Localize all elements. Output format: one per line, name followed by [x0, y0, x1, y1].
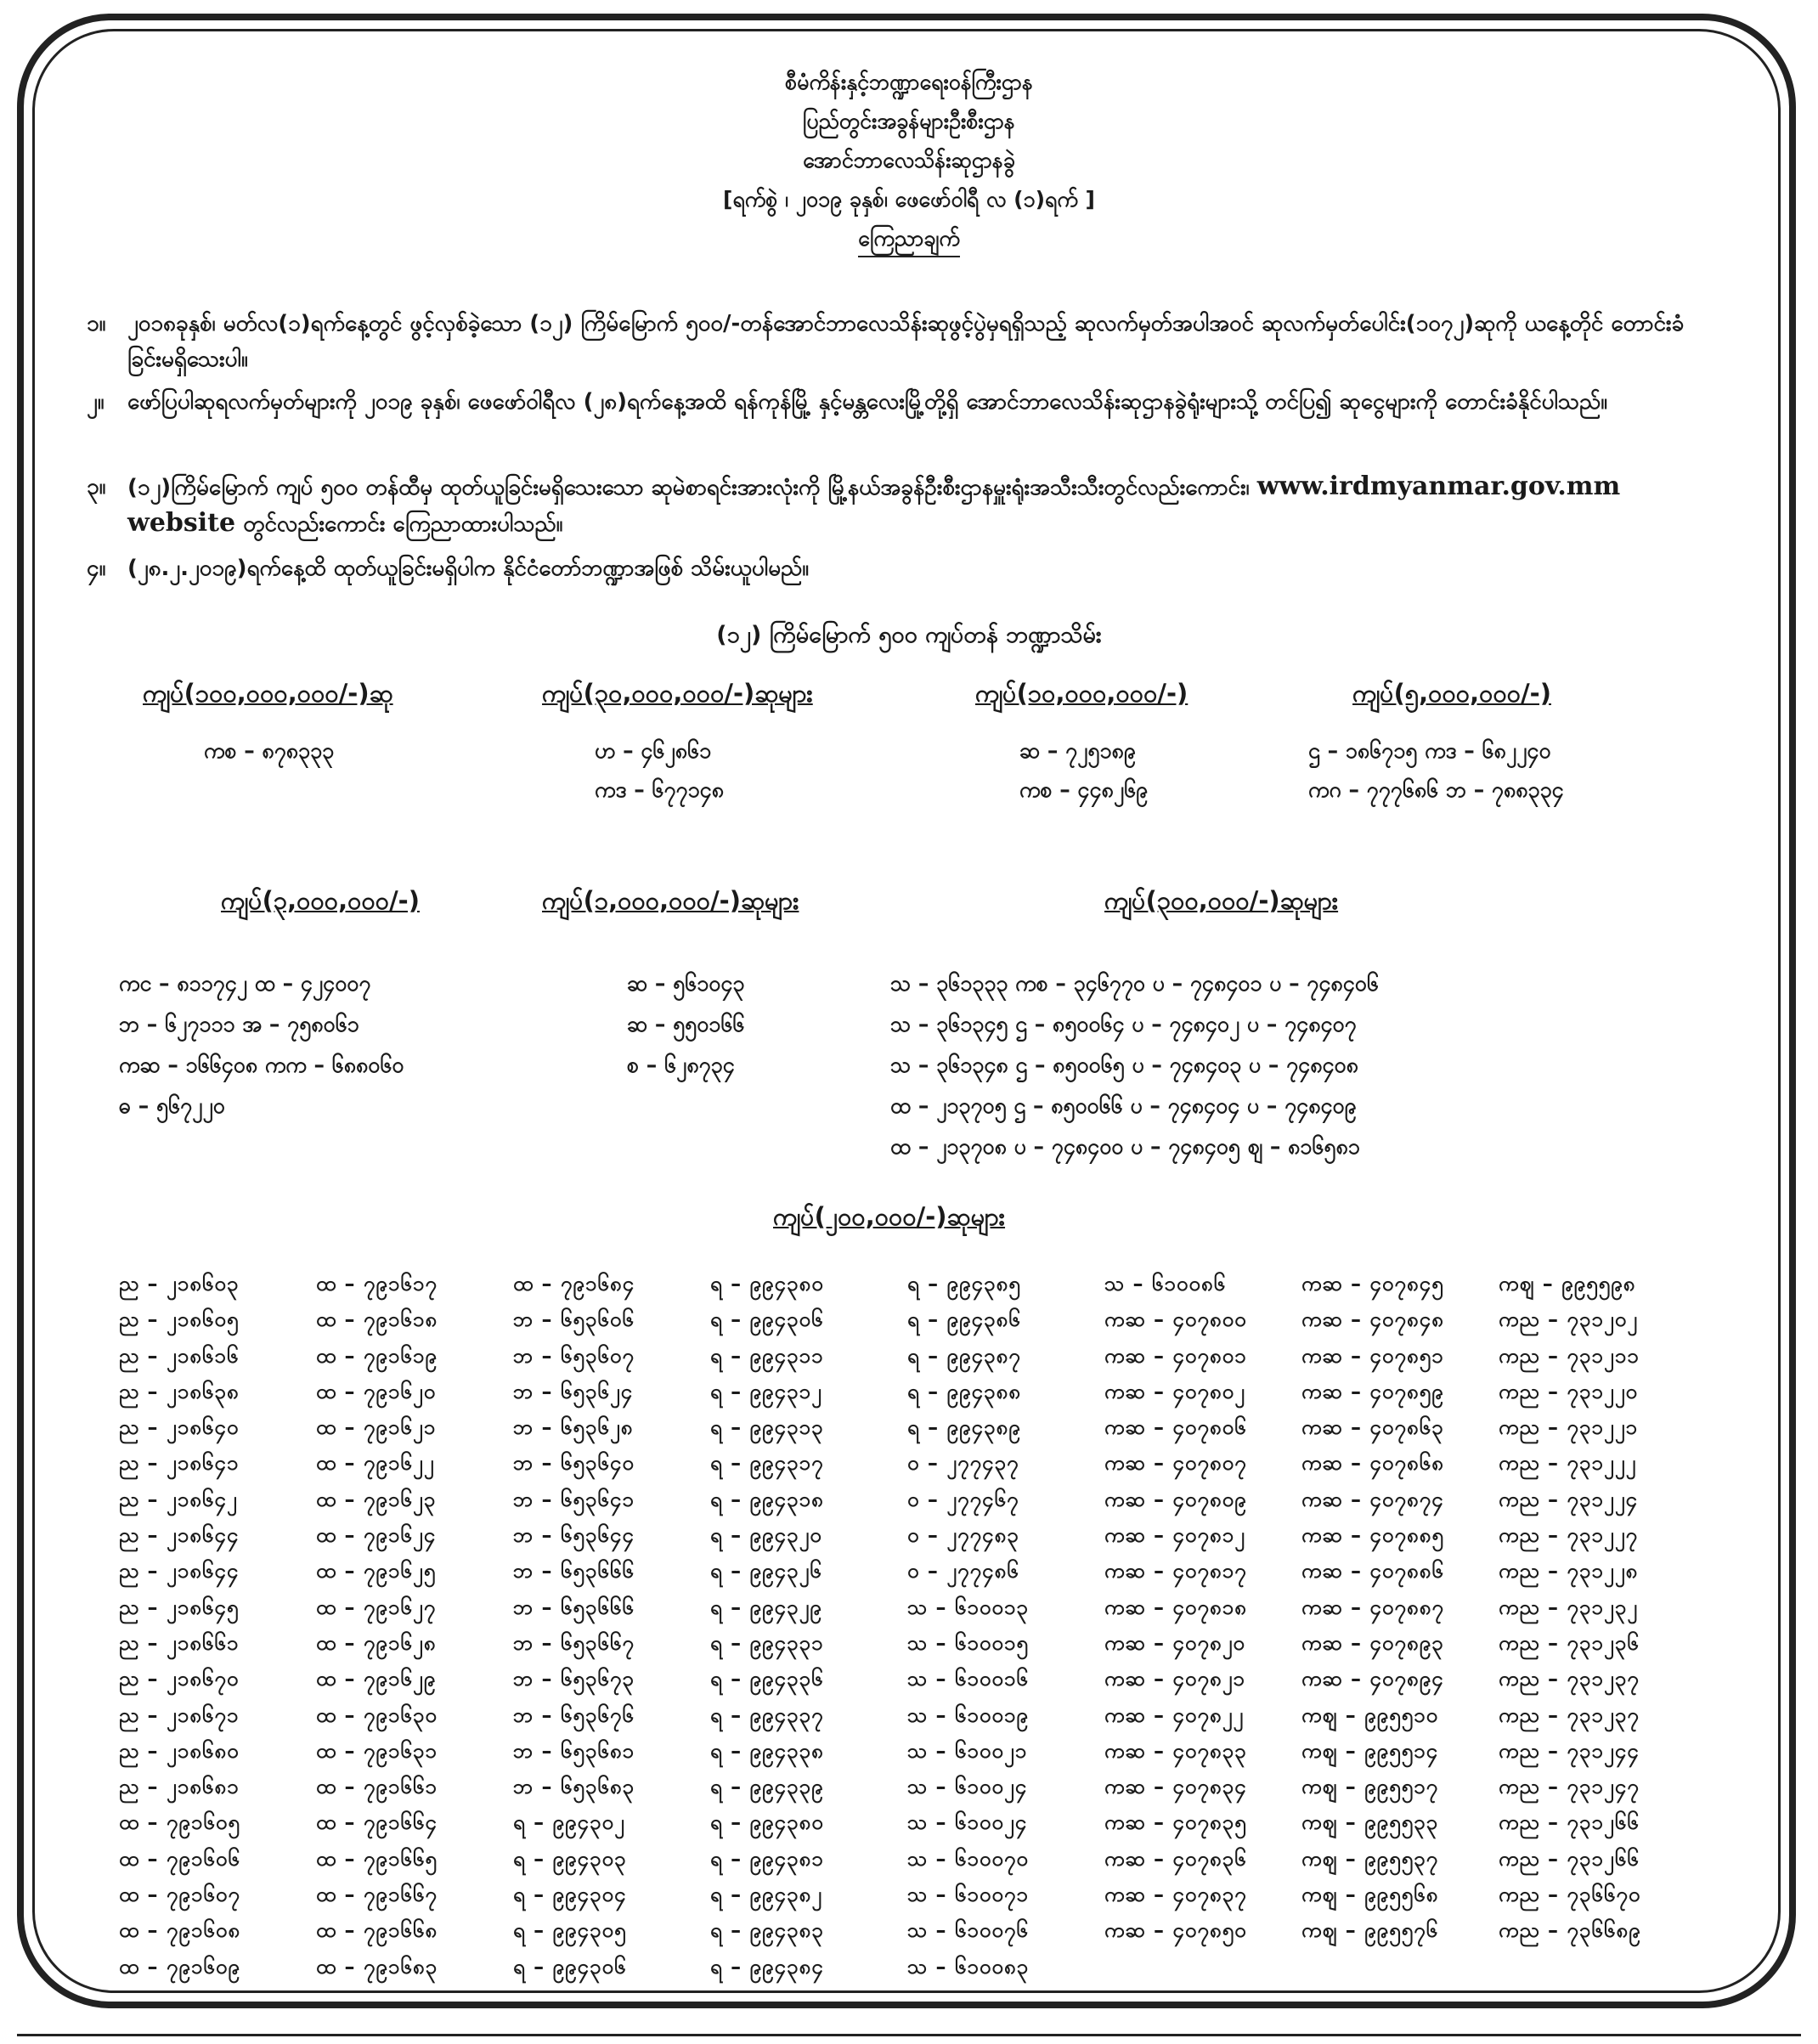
grid-row [119, 1517, 1699, 1553]
grid-cell: သ – ၆၁၀၀၈၃ [907, 1954, 1030, 1979]
grid-cell: ထ – ၇၉၁၆၆၄ [316, 1810, 438, 1835]
grid-cell: ကဆ – ၄၀၇၈၀၇ [1104, 1451, 1247, 1476]
grid-cell: သ – ၆၁၀၀၁၆ [907, 1667, 1029, 1691]
grid-cell: ဘ – ၆၅၃၆၇၃ [513, 1667, 635, 1691]
bottom-rule [17, 2034, 1801, 2036]
grid-cell: ထ – ၇၉၁၆၆၅ [316, 1846, 438, 1871]
prize-row: ဘ – ၆၂၇၁၁၁ အ – ၇၅၈၀၆၁ [119, 1012, 359, 1036]
grid-cell: ကဆ – ၄၀၇၈၈၆ [1301, 1559, 1444, 1584]
grid-cell: ကည – ၇၃၁၂၄၄ [1499, 1738, 1640, 1763]
grid-cell: ရ – ၉၉၄၃၃၆ [710, 1667, 824, 1691]
grid-row [119, 1266, 1699, 1301]
grid-row [119, 1912, 1699, 1948]
grid-cell: ထ – ၇၉၁၆၆၈ [316, 1918, 438, 1943]
grid-cell: ကည – ၇၃၁၂၃၂ [1499, 1595, 1638, 1619]
grid-row [119, 1445, 1699, 1481]
grid-cell: ရ – ၉၉၄၃၃၇ [710, 1702, 824, 1727]
grid-cell: ဘ – ၆၅၃၆၀၆ [513, 1307, 635, 1332]
grid-cell: ည – ၂၁၈၆၈၁ [119, 1775, 240, 1799]
grid-cell [1104, 1949, 1301, 1985]
prize-row: ထ – ၂၁၃၇၀၈ ပ – ၇၄၈၄၀၀ ပ – ၇၄၈၄၀၅ ဈ – ၈၁၆၅၈၁ [890, 1134, 1360, 1159]
grid-cell: ကည – ၇၃၁၂၆၆ [1499, 1846, 1640, 1871]
grid-cell: ရ – ၉၉၄၃၀၂ [513, 1810, 625, 1835]
grid-cell: ည – ၂၁၈၆၇၁ [119, 1702, 240, 1727]
grid-cell: ကဈ – ၉၉၅၅၁၇ [1301, 1775, 1439, 1799]
grid-cell: ရ – ၉၉၄၃၁၈ [710, 1487, 824, 1511]
grid-cell: ထ – ၇၉၁၆၀၆ [119, 1846, 240, 1871]
grid-cell: ထ – ၇၉၁၆၃၀ [316, 1702, 438, 1727]
grid-cell: ကည – ၇၃၁၂၄၇ [1499, 1775, 1640, 1799]
branch-title: အောင်ဘာလေသိန်းဆုဌာနခွဲ [803, 148, 1015, 172]
grid-cell: ထ – ၇၉၁၆၂၁ [316, 1415, 437, 1440]
grid-cell: ည – ၂၁၈၆၄၁ [119, 1451, 240, 1476]
grid-cell: ဝ – ၂၇၇၄၆၇ [907, 1487, 1019, 1511]
grid-cell: ည – ၂၁၈၆၄၀ [119, 1415, 240, 1440]
grid-cell: ရ – ၉၉၄၃၈၄ [710, 1954, 824, 1979]
grid-cell [1499, 1949, 1696, 1985]
grid-cell: ကည – ၇၃၁၂၂၈ [1499, 1559, 1639, 1584]
grid-cell: ရ – ၉၉၄၃၈၂ [710, 1883, 822, 1907]
grid-cell: ကဈ – ၉၉၅၅၉၈ [1499, 1272, 1636, 1296]
prize-category-10m: ကျပ်(၁၀,၀၀၀,၀၀၀/-) [975, 679, 1188, 708]
grid-cell: ကဈ – ၉၉၅၅၃၇ [1301, 1846, 1439, 1871]
grid-cell: ရ – ၉၉၄၃၁၇ [710, 1451, 824, 1476]
grid-cell: ည – ၂၁၈၆၈၀ [119, 1738, 240, 1763]
grid-cell: ည – ၂၁၈၆၄၄ [119, 1523, 240, 1548]
grid-cell: ကဆ – ၄၀၇၈၉၃ [1301, 1630, 1444, 1655]
grid-row [119, 1804, 1699, 1840]
grid-cell: ထ – ၇၉၁၆၁၈ [316, 1307, 438, 1332]
grid-cell: ဝ – ၂၇၇၄၈၃ [907, 1523, 1019, 1548]
grid-cell: ရ – ၉၉၄၃၀၅ [513, 1918, 627, 1943]
paragraph-text: ၂၀၁၈ခုနှစ်၊ မတ်လ(၁)ရက်နေ့တွင် ဖွင့်လှစ်ခဲ့သော (၁၂) ကြိမ်မြောက် ၅၀၀/-တန်အောင်ဘာလေသိန်းဆုဖွင့်ပွဲမှရရှိသည့် ဆုလက်မှတ်အပါအဝင် ဆုလက်မှတ်ပေါင်း(၁၀၇၂)ဆုကို ယနေ့တိုင် တောင်းခံခြင်းမရှိသေးပါ။ [127, 311, 1685, 372]
grid-cell: ကဆ – ၄၀၇၈၀၆ [1104, 1415, 1247, 1440]
grid-cell: ထ – ၇၉၁၆၂၉ [316, 1667, 437, 1691]
grid-cell: သ – ၆၁၀၀၈၆ [1104, 1272, 1227, 1296]
grid-cell: ရ – ၉၉၄၃၃၁ [710, 1630, 824, 1655]
grid-cell: ကဈ – ၉၉၅၅၇၆ [1301, 1918, 1439, 1943]
grid-cell: ရ – ၉၉၄၃၈၀ [710, 1810, 824, 1835]
grid-cell: ကည – ၇၃၁၂၆၆ [1499, 1810, 1640, 1835]
grid-cell: ရ – ၉၉၄၃၀၆ [710, 1307, 824, 1332]
grid-cell: ကည – ၇၃၁၂၃၆ [1499, 1630, 1640, 1655]
grid-cell: ကည – ၇၃၆၆၇၀ [1499, 1883, 1641, 1907]
notice-heading: ကြေညာချက် [858, 222, 960, 257]
grid-cell: ကဆ – ၄၀၇၈၃၅ [1104, 1810, 1247, 1835]
grid-row [119, 1589, 1699, 1625]
prize-row: ထ – ၂၁၃၇၀၅ ဌ – ၈၅၀၀၆၆ ပ – ၇၄၈၄၀၄ ပ – ၇၄၈၄၀၉ [890, 1093, 1357, 1118]
grid-cell: ည – ၂၁၈၆၀၃ [119, 1272, 240, 1296]
grid-cell: ထ – ၇၉၁၆၆၁ [316, 1775, 438, 1799]
grid-cell: ရ – ၉၉၄၃၁၁ [710, 1343, 824, 1368]
grid-cell: ထ – ၇၉၁၆၂၇ [316, 1595, 437, 1619]
section-title: (၁၂) ကြိမ်မြောက် ၅၀၀ ကျပ်တန် ဘဏ္ဍာသိမ်း [716, 622, 1102, 648]
prize-row: ဓ – ၅၆၇၂၂၀ [119, 1093, 225, 1118]
grid-cell: ကဆ – ၄၀၇၈၂၀ [1104, 1630, 1245, 1655]
grid-cell: ဘ – ၆၅၃၆၆၆ [513, 1595, 635, 1619]
paragraph-text: (၂၈.၂.၂၀၁၉)ရက်နေ့ထိ ထုတ်ယူခြင်းမရှိပါက နိုင်ငံတော်ဘဏ္ဍာအဖြစ် သိမ်းယူပါမည်။ [127, 556, 810, 581]
prize-row: ဆ – ၅၆၁၀၄၃ [627, 971, 745, 996]
grid-cell: ထ – ၇၉၁၆၂၈ [316, 1630, 437, 1655]
grid-row [119, 1841, 1699, 1877]
grid-cell: ကည – ၇၃၁၂၃၇ [1499, 1667, 1640, 1691]
grid-cell: ည – ၂၁၈၆၄၅ [119, 1595, 240, 1619]
grid-cell: ဘ – ၆၅၃၆၆၇ [513, 1630, 635, 1655]
grid-cell: ကဈ – ၉၉၅၅၃၃ [1301, 1810, 1439, 1835]
prize-200k-grid [119, 1266, 1699, 1985]
grid-cell [1301, 1949, 1499, 1985]
paragraph-text: ဖော်ပြပါဆုရလက်မှတ်များကို ၂၀၁၉ ခုနှစ်၊ ဖေဖော်ဝါရီလ (၂၈)ရက်နေ့အထိ ရန်ကုန်မြို့ နှင့်မန္တလေးမြို့တို့ရှိ အောင်ဘာလေသိန်းဆုဌာနခွဲရုံးများသို့ တင်ပြ၍ ဆုငွေများကို တောင်းခံနိုင်ပါသည်။ [127, 389, 1608, 415]
paragraph-text: (၁၂)ကြိမ်မြောက် ကျပ် ၅၀၀ တန်ထီမှ ထုတ်ယူခြင်းမရှိသေးသော ဆုမဲစာရင်းအားလုံးကို မြို့နယ်အခွန်ဦးစီးဌာနမှူးရုံးအသီးသီးတွင်လည်းကောင်း၊ [127, 475, 1250, 500]
paragraph-2 [87, 384, 1708, 420]
grid-cell: ဘ – ၆၅၃၆၄၄ [513, 1523, 635, 1548]
grid-row [119, 1661, 1699, 1697]
grid-cell: ထ – ၇၉၁၆၁၉ [316, 1343, 438, 1368]
grid-cell: ရ – ၉၉၄၃၈၀ [710, 1272, 824, 1296]
grid-cell: သ – ၆၁၀၀၇၀ [907, 1846, 1029, 1871]
grid-row [119, 1482, 1699, 1517]
grid-cell: သ – ၆၁၀၀၁၉ [907, 1702, 1029, 1727]
grid-cell: ထ – ၇၉၁၆၂၄ [316, 1523, 437, 1548]
grid-cell: ည – ၂၁၈၆၁၆ [119, 1343, 240, 1368]
grid-row [119, 1374, 1699, 1409]
grid-cell: ဘ – ၆၅၃၆၈၃ [513, 1775, 635, 1799]
grid-cell: ကဆ – ၄၀၇၈၃၃ [1104, 1738, 1247, 1763]
grid-cell: ထ – ၇၉၁၆၂၂ [316, 1451, 435, 1476]
grid-cell: ထ – ၇၉၁၆၂၅ [316, 1559, 437, 1584]
department-title: ပြည်တွင်းအခွန်များဦးစီးဌာန [803, 109, 1015, 133]
prize-category-30m: ကျပ်(၃၀,၀၀၀,၀၀၀/-)ဆုများ [542, 679, 813, 708]
grid-cell: ကည – ၇၃၁၂၃၇ [1499, 1702, 1640, 1727]
grid-cell: ကဆ – ၄၀၇၈၄၈ [1301, 1307, 1444, 1332]
prize-row: ဟ – ၄၆၂၈၆၁ [595, 738, 712, 763]
grid-cell: ကဆ – ၄၀၇၈၉၄ [1301, 1667, 1444, 1691]
prize-row: သ – ၃၆၁၃၄၅ ဌ – ၈၅၀၀၆၄ ပ – ၇၄၈၄၀၂ ပ – ၇၄၈၄၀၇ [890, 1012, 1357, 1036]
grid-cell: ည – ၂၁၈၆၇၀ [119, 1667, 240, 1691]
grid-cell: ထ – ၇၉၁၆၂၃ [316, 1487, 437, 1511]
grid-cell: ရ – ၉၉၄၃၃၉ [710, 1775, 824, 1799]
grid-cell: ရ – ၉၉၄၃၂၆ [710, 1559, 822, 1584]
grid-cell: သ – ၆၁၀၀၂၄ [907, 1810, 1028, 1835]
grid-cell: ည – ၂၁၈၆၀၅ [119, 1307, 240, 1332]
grid-row [119, 1877, 1699, 1912]
grid-cell: ထ – ၇၉၁၆၆၇ [316, 1883, 438, 1907]
grid-cell: ကဆ – ၄၀၇၈၂၂ [1104, 1702, 1245, 1727]
prize-row: ကစ – ၈၇၈၃၃၃ [204, 738, 335, 763]
paragraph-1 [87, 306, 1708, 377]
grid-cell: ရ – ၉၉၄၃၀၃ [513, 1846, 627, 1871]
issue-date: [ရက်စွဲ ၊ ၂၀၁၉ ခုနှစ်၊ ဖေဖော်ဝါရီ လ (၁)ရက် ] [723, 187, 1095, 212]
grid-cell: ကဆ – ၄၀၇၈၁၂ [1104, 1523, 1245, 1548]
grid-cell: ကဆ – ၄၀၇၈၃၇ [1104, 1883, 1247, 1907]
grid-cell: ဘ – ၆၅၃၆၂၈ [513, 1415, 634, 1440]
grid-cell: ကဆ – ၄၀၇၈၆၈ [1301, 1451, 1444, 1476]
paragraph-3 [87, 469, 1708, 542]
grid-cell: ည – ၂၁၈၆၄၄ [119, 1559, 240, 1584]
grid-cell: ည – ၂၁၈၆၆၁ [119, 1630, 240, 1655]
prize-category-200k: ကျပ်(၂၀၀,၀၀၀/-)ဆုများ [773, 1202, 1006, 1231]
grid-cell: သ – ၆၁၀၀၇၁ [907, 1883, 1029, 1907]
grid-cell: ရ – ၉၉၄၃၈၇ [907, 1343, 1021, 1368]
grid-cell: ကည – ၇၃၁၂၂၄ [1499, 1487, 1638, 1511]
grid-cell: ထ – ၇၉၁၆၈၄ [513, 1272, 635, 1296]
grid-cell: ဘ – ၆၅၃၆၆၆ [513, 1559, 635, 1584]
prize-row: ဌ – ၁၈၆၇၁၅ ကဒ – ၆၈၂၂၄၀ [1308, 738, 1551, 763]
prize-category-300k: ကျပ်(၃၀၀,၀၀၀/-)ဆုများ [1104, 886, 1339, 915]
grid-cell: ကဆ – ၄၀၇၈၃၄ [1104, 1775, 1247, 1799]
grid-cell: ရ – ၉၉၄၃၁၂ [710, 1379, 822, 1403]
grid-cell: ဝ – ၂၇၇၄၃၇ [907, 1451, 1019, 1476]
grid-cell: ဝ – ၂၇၇၄၈၆ [907, 1559, 1019, 1584]
grid-cell: ကဆ – ၄၀၇၈၀၁ [1104, 1343, 1247, 1368]
grid-cell: ထ – ၇၉၁၆၂၀ [316, 1379, 437, 1403]
grid-cell: ရ – ၉၉၄၃၈၈ [907, 1379, 1021, 1403]
grid-row [119, 1409, 1699, 1445]
grid-row [119, 1553, 1699, 1589]
grid-cell: ရ – ၉၉၄၃၈၁ [710, 1846, 824, 1871]
prize-category-1m: ကျပ်(၁,၀၀၀,၀၀၀/-)ဆုများ [542, 886, 799, 915]
grid-cell: ဘ – ၆၅၃၆၇၆ [513, 1702, 635, 1727]
grid-cell: ရ – ၉၉၄၃၃၈ [710, 1738, 824, 1763]
prize-row: သ – ၃၆၁၃၄၈ ဌ – ၈၅၀၀၆၅ ပ – ၇၄၈၄၀၃ ပ – ၇၄၈၄၀၈ [890, 1053, 1358, 1077]
paragraph-number: ၁။ [87, 311, 106, 336]
grid-cell: ကဈ – ၉၉၅၅၁၀ [1301, 1702, 1439, 1727]
grid-cell: ကည – ၇၃၁၂၂၇ [1499, 1523, 1638, 1548]
grid-cell: ကဆ – ၄၀၇၈၅၀ [1104, 1918, 1247, 1943]
grid-cell: ရ – ၉၉၄၃၈၆ [907, 1307, 1021, 1332]
grid-cell: ထ – ၇၉၁၆၃၁ [316, 1738, 438, 1763]
grid-cell: ကဆ – ၄၀၇၈၄၅ [1301, 1272, 1444, 1296]
grid-cell: ည – ၂၁၈၆၃၈ [119, 1379, 240, 1403]
grid-cell: ကဆ – ၄၀၇၈၇၄ [1301, 1487, 1444, 1511]
prize-row: ကဆ – ၁၆၆၄၀၈ ကက – ၆၈၈၀၆၀ [119, 1053, 404, 1077]
grid-cell: ထ – ၇၉၁၆၀၉ [119, 1954, 240, 1979]
grid-cell: ထ – ၇၉၁၆၀၈ [119, 1918, 241, 1943]
grid-cell: သ – ၆၁၀၀၇၆ [907, 1918, 1029, 1943]
grid-cell: ကဆ – ၄၀၇၈၈၅ [1301, 1523, 1444, 1548]
prize-row: သ – ၃၆၁၃၃၃ ကစ – ၃၄၆၇၇၀ ပ – ၇၄၈၄၀၁ ပ – ၇၄၈၄၀၆ [890, 971, 1379, 996]
paragraph-tail: တွင်လည်းကောင်း ကြေညာထားပါသည်။ [243, 511, 563, 537]
grid-cell: သ – ၆၁၀၀၁၃ [907, 1595, 1029, 1619]
grid-cell: ကဈ – ၉၉၅၅၆၈ [1301, 1883, 1439, 1907]
grid-cell: ထ – ၇၉၁၆၀၇ [119, 1883, 240, 1907]
grid-cell: ကည – ၇၃၁၂၂၀ [1499, 1379, 1638, 1403]
grid-cell: ကဆ – ၄၀၇၈၈၇ [1301, 1595, 1444, 1619]
prize-row: ကဒ – ၆၇၇၁၄၈ [595, 777, 725, 802]
paragraph-number: ၂။ [87, 389, 104, 415]
grid-cell: ကဆ – ၄၀၇၈၀၂ [1104, 1379, 1245, 1403]
grid-cell: ကဆ – ၄၀၇၈၁၈ [1104, 1595, 1247, 1619]
grid-row [119, 1949, 1699, 1985]
grid-row [119, 1697, 1699, 1733]
grid-cell: ထ – ၇၉၁၆၁၇ [316, 1272, 438, 1296]
grid-cell: ရ – ၉၉၄၃၈၅ [907, 1272, 1021, 1296]
grid-cell: ဘ – ၆၅၃၆၈၁ [513, 1738, 635, 1763]
website-link[interactable]: www.irdmyanmar.gov.mm website [127, 471, 1621, 538]
grid-cell: ကဆ – ၄၀၇၈၁၇ [1104, 1559, 1247, 1584]
grid-cell: ထ – ၇၉၁၆၈၃ [316, 1954, 438, 1979]
prize-row: ဆ – ၇၂၅၁၈၉ [1019, 738, 1136, 763]
grid-cell: သ – ၆၁၀၀၂၄ [907, 1775, 1028, 1799]
grid-cell: ကည – ၇၃၁၂၁၁ [1499, 1343, 1640, 1368]
grid-row [119, 1733, 1699, 1769]
prize-row: ကစ – ၄၄၈၂၆၉ [1019, 777, 1149, 802]
paragraph-number: ၄။ [87, 556, 106, 581]
grid-cell: ရ – ၉၉၄၃၂၀ [710, 1523, 822, 1548]
grid-cell: ကဆ – ၄၀၇၈၀၀ [1104, 1307, 1247, 1332]
grid-cell: ည – ၂၁၈၆၄၂ [119, 1487, 238, 1511]
grid-cell: ကည – ၇၃၁၂၂၁ [1499, 1415, 1638, 1440]
paragraph-number: ၃။ [87, 474, 106, 500]
grid-cell: ရ – ၉၉၄၃၈၃ [710, 1918, 824, 1943]
document-header [0, 63, 1818, 258]
grid-cell: ရ – ၉၉၄၃၀၆ [513, 1954, 627, 1979]
grid-row [119, 1625, 1699, 1661]
prize-row: စ – ၆၂၈၇၃၄ [627, 1053, 735, 1077]
grid-cell: ကဆ – ၄၀၇၈၆၃ [1301, 1415, 1444, 1440]
grid-cell: ထ – ၇၉၁၆၀၅ [119, 1810, 240, 1835]
grid-row [119, 1338, 1699, 1374]
prize-category-5m: ကျပ်(၅,၀၀၀,၀၀၀/-) [1352, 679, 1551, 708]
grid-row [119, 1301, 1699, 1337]
grid-cell: သ – ၆၁၀၀၂၁ [907, 1738, 1028, 1763]
prize-row: ကင – ၈၁၁၇၄၂ ထ – ၄၂၄၀၀၇ [119, 971, 371, 996]
grid-row [119, 1769, 1699, 1804]
grid-cell: ဘ – ၆၅၃၆၄၀ [513, 1451, 635, 1476]
grid-cell: ကဈ – ၉၉၅၅၁၄ [1301, 1738, 1439, 1763]
grid-cell: ကည – ၇၃၁၂၂၂ [1499, 1451, 1637, 1476]
grid-cell: ကဆ – ၄၀၇၈၅၁ [1301, 1343, 1444, 1368]
grid-cell: ရ – ၉၉၄၃၂၉ [710, 1595, 822, 1619]
grid-cell: သ – ၆၁၀၀၁၅ [907, 1630, 1029, 1655]
grid-cell: ဘ – ၆၅၃၆၀၇ [513, 1343, 635, 1368]
grid-cell: ကဆ – ၄၀၇၈၀၉ [1104, 1487, 1247, 1511]
grid-cell: ရ – ၉၉၄၃၀၄ [513, 1883, 627, 1907]
ministry-title: စီမံကိန်းနှင့်ဘဏ္ဍာရေးဝန်ကြီးဌာန [785, 70, 1033, 94]
prize-row: ကဂ – ၇၇၇၆၈၆ ဘ – ၇၈၈၃၃၄ [1308, 777, 1564, 802]
prize-category-100m: ကျပ်(၁၀၀,၀၀၀,၀၀၀/-)ဆု [143, 679, 393, 708]
grid-cell: ရ – ၉၉၄၃၈၉ [907, 1415, 1021, 1440]
paragraph-4 [87, 551, 1708, 586]
grid-cell: ကဆ – ၄၀၇၈၃၆ [1104, 1846, 1247, 1871]
grid-cell: ဘ – ၆၅၃၆၂၄ [513, 1379, 634, 1403]
grid-cell: ကည – ၇၃၁၂၀၂ [1499, 1307, 1638, 1332]
prize-row: ဆ – ၅၅၀၁၆၆ [627, 1012, 745, 1036]
grid-cell: ကဆ – ၄၀၇၈၅၉ [1301, 1379, 1444, 1403]
grid-cell: ဘ – ၆၅၃၆၄၁ [513, 1487, 635, 1511]
grid-cell: ရ – ၉၉၄၃၁၃ [710, 1415, 824, 1440]
grid-cell: ကဆ – ၄၀၇၈၂၁ [1104, 1667, 1245, 1691]
grid-cell: ကည – ၇၃၆၆၈၉ [1499, 1918, 1641, 1943]
prize-category-3m: ကျပ်(၃,၀၀၀,၀၀၀/-) [221, 886, 420, 915]
